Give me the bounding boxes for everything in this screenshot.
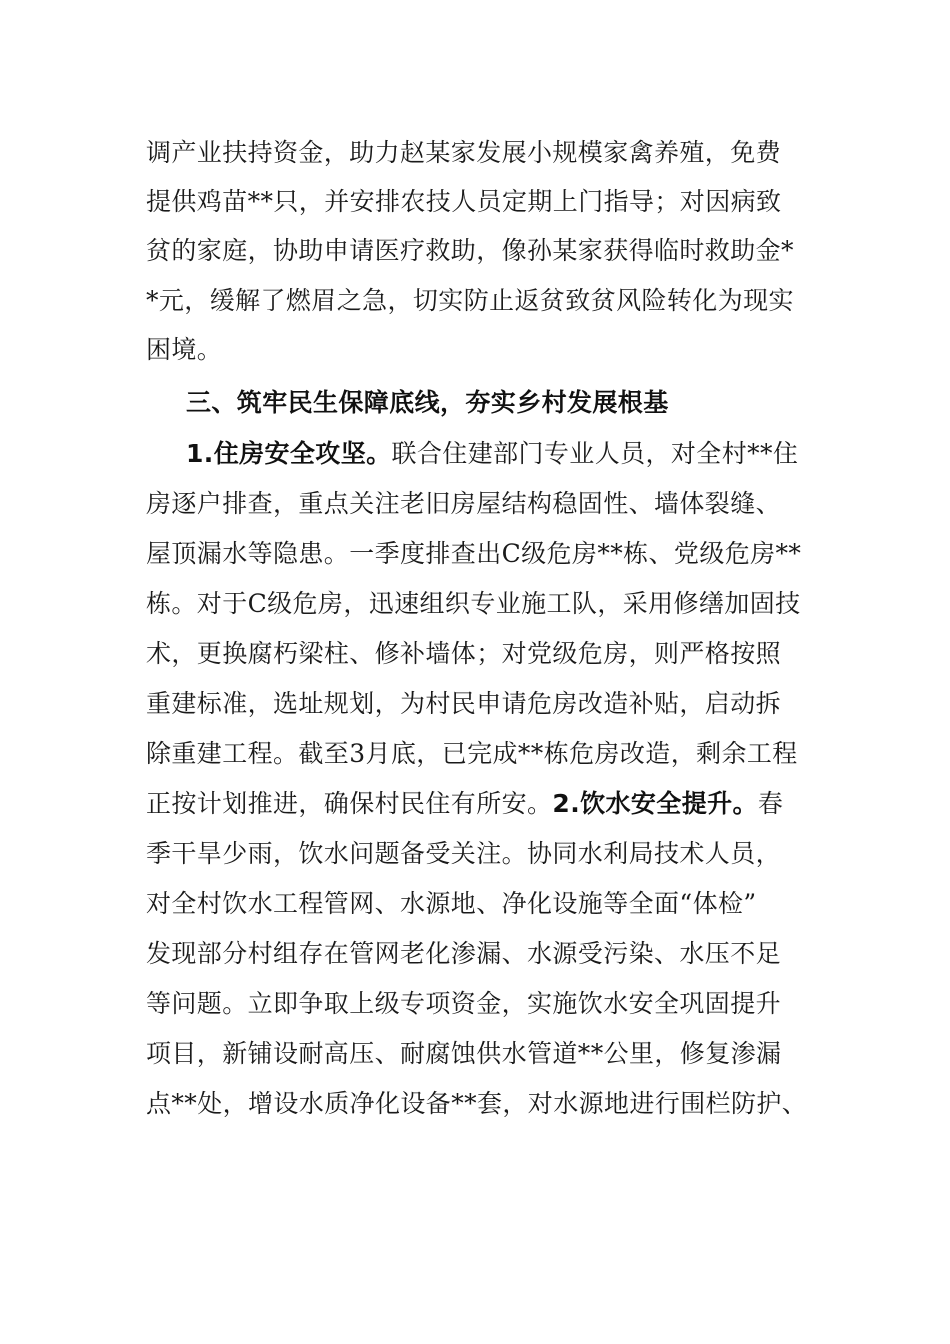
paragraph-line <box>146 784 806 824</box>
paragraph-text: 春 <box>757 789 784 818</box>
body-line: 点**处，增设水质净化设备**套，对水源地进行围栏防护、 <box>146 1089 808 1118</box>
body-line: 季干旱少雨，饮水问题备受关注。协同水利局技术人员， <box>146 839 782 868</box>
body-line: 调产业扶持资金，助力赵某家发展小规模家禽养殖，免费 <box>146 138 782 167</box>
paragraph-text: 联合住建部门专业人员，对全村**住 <box>391 439 799 468</box>
body-line: 发现部分村组存在管网老化渗漏、水源受污染、水压不足 <box>146 939 782 968</box>
body-line: 术，更换腐朽梁柱、修补墙体；对党级危房，则严格按照 <box>146 639 782 668</box>
subsection-title-water: 2.饮水安全提升。 <box>552 789 758 818</box>
paragraph-line <box>186 434 846 474</box>
section-heading: 三、筑牢民生保障底线，夯实乡村发展根基 <box>186 388 669 417</box>
body-line: 重建标准，选址规划，为村民申请危房改造补贴，启动拆 <box>146 689 782 718</box>
body-line: 项目，新铺设耐高压、耐腐蚀供水管道**公里，修复渗漏 <box>146 1039 782 1068</box>
body-line: *元，缓解了燃眉之急，切实防止返贫致贫风险转化为现实 <box>146 286 794 315</box>
body-line: 困境。 <box>146 335 223 364</box>
body-line: 屋顶漏水等隐患。一季度排查出C级危房**栋、党级危房** <box>146 539 802 568</box>
body-line: 贫的家庭，协助申请医疗救助，像孙某家获得临时救助金* <box>146 236 794 265</box>
body-line: 等问题。立即争取上级专项资金，实施饮水安全巩固提升 <box>146 989 782 1018</box>
subsection-title-housing: 1.住房安全攻坚。 <box>186 439 392 468</box>
body-line: 房逐户排查，重点关注老旧房屋结构稳固性、墙体裂缝、 <box>146 489 782 518</box>
body-line: 除重建工程。截至3月底，已完成**栋危房改造，剩余工程 <box>146 739 798 768</box>
paragraph-text: 正按计划推进，确保村民住有所安。 <box>146 789 553 818</box>
body-line: 栋。对于C级危房，迅速组织专业施工队，采用修缮加固技 <box>146 589 801 618</box>
body-line: 提供鸡苗**只，并安排农技人员定期上门指导；对因病致 <box>146 187 782 216</box>
body-line: 对全村饮水工程管网、水源地、净化设施等全面“体检” <box>146 889 757 918</box>
